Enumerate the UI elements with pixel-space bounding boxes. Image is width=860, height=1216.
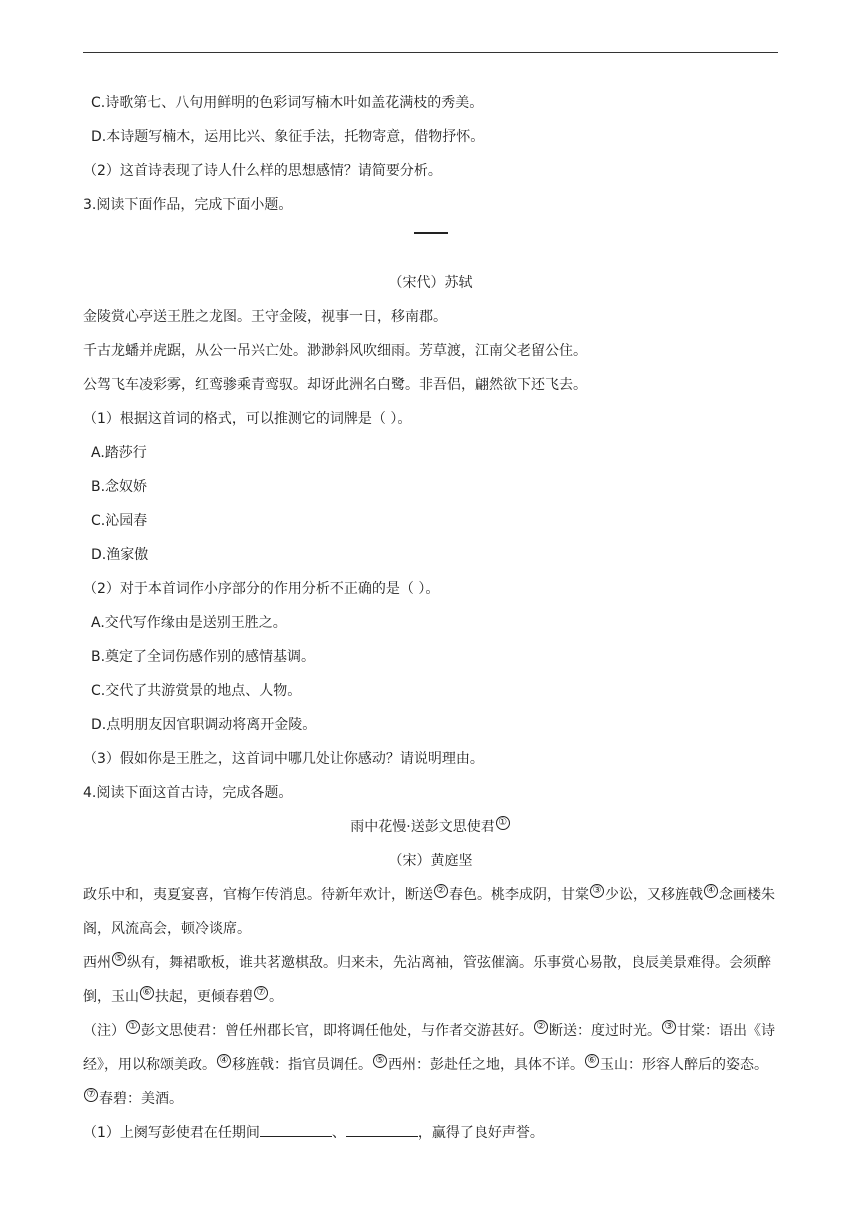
poem-text: 纵有，舞裙歌板，谁共茗邀棋敌。归来未，先沾离袖，管弦催滴。乐事赏心易散，良辰美景难得。会须醉倒，玉山 (83, 955, 771, 1005)
footnotes (83, 1014, 778, 1116)
title-blank-line (414, 232, 448, 234)
answer-blank-2[interactable] (346, 1116, 418, 1137)
footnote-mark: ① (496, 816, 510, 830)
choice-b: B.奠定了全词伤感作别的感情基调。 (91, 649, 316, 665)
footnote-mark: ④ (217, 1054, 231, 1068)
document-body (83, 86, 778, 1150)
verse-1: 千古龙蟠并虎踞，从公一吊兴亡处。渺渺斜风吹细雨。芳草渡，江南父老留公住。 (83, 343, 587, 359)
poem-text: 扶起，更倾春碧 (155, 989, 253, 1005)
poem-title-blank (83, 232, 778, 266)
choice-a: A.交代写作缘由是送别王胜之。 (91, 615, 287, 631)
preface: 金陵赏心亭送王胜之龙图。王守金陵，视事一日，移南郡。 (83, 309, 447, 325)
footnote-mark: ③ (662, 1020, 676, 1034)
footnote-mark: ⑤ (373, 1054, 387, 1068)
question-text: ，赢得了良好声誉。 (417, 1125, 544, 1141)
question-text: （1）上阕写彭使君在任期间 (83, 1125, 260, 1141)
footnote-mark: ② (534, 1020, 548, 1034)
footnote-mark: ⑥ (585, 1054, 599, 1068)
poem-title (83, 810, 778, 844)
poem-title-text: 雨中花慢·送彭文思使君 (350, 819, 495, 835)
poem-stanza-1 (83, 878, 778, 946)
note-text: 断送：度过时光。 (549, 1023, 661, 1039)
footnote-mark: ⑦ (254, 986, 268, 1000)
choice-c: C.交代了共游赏景的地点、人物。 (91, 683, 302, 699)
note-text: 玉山：形容人醉后的姿态。 (600, 1057, 768, 1073)
question-2: （2）这首诗表现了诗人什么样的思想感情？请简要分析。 (83, 163, 442, 179)
footnote-mark: ① (126, 1020, 140, 1034)
poem-text: 。 (269, 989, 283, 1005)
note-text: 西州：彭赴任之地，具体不详。 (388, 1057, 584, 1073)
poem-text: 西州 (83, 955, 111, 971)
question-3-1: （1）根据这首词的格式，可以推测它的词牌是（ ）。 (83, 411, 412, 427)
poem-text: 政乐中和，夷夏宴喜，官梅乍传消息。待新年欢计，断送 (83, 887, 433, 903)
choice-c: C.沁园春 (91, 513, 148, 529)
choice-d: D.渔家傲 (91, 547, 149, 563)
footnote-mark: ⑦ (84, 1088, 98, 1102)
choice-a: A.踏莎行 (91, 445, 147, 461)
note-label: （注） (83, 1023, 125, 1039)
poem-author-2: （宋）黄庭坚 (388, 853, 473, 869)
note-text: 彭文思使君：曾任州郡长官，即将调任他处，与作者交游甚好。 (141, 1023, 533, 1039)
question-4-1 (83, 1116, 778, 1150)
footnote-mark: ④ (704, 884, 718, 898)
poem-text: 春色。桃李成阴，甘棠 (449, 887, 589, 903)
footnote-mark: ⑥ (140, 986, 154, 1000)
poem-stanza-2 (83, 946, 778, 1014)
note-text: 春碧：美酒。 (99, 1091, 183, 1107)
choice-d: D.点明朋友因官职调动将离开金陵。 (91, 717, 317, 733)
footnote-mark: ⑤ (112, 952, 126, 966)
poem-text: 少讼，又移旌戟 (605, 887, 703, 903)
option-c: C.诗歌第七、八句用鲜明的色彩词写楠木叶如盖花满枝的秀美。 (91, 95, 484, 111)
question-3-2: （2）对于本首词作小序部分的作用分析不正确的是（ ）。 (83, 581, 440, 597)
verse-2: 公驾飞车凌彩雾，红鸾骖乘青鸾驭。却讶此洲名白鹭。非吾侣，翩然欲下还飞去。 (83, 377, 587, 393)
answer-blank-1[interactable] (260, 1116, 332, 1137)
choice-b: B.念奴娇 (91, 479, 148, 495)
section-4-heading: 4.阅读下面这首古诗，完成各题。 (83, 785, 293, 801)
option-d: D.本诗题写楠木，运用比兴、象征手法，托物寄意，借物抒怀。 (91, 129, 485, 145)
poem-author: （宋代）苏轼 (388, 275, 473, 291)
poem-text: 念画楼朱阁，风流高会，顿冷谈席。 (83, 887, 775, 937)
footnote-mark: ③ (590, 884, 604, 898)
question-3-3: （3）假如你是王胜之，这首词中哪几处让你感动？请说明理由。 (83, 751, 484, 767)
note-text: 移旌戟：指官员调任。 (232, 1057, 372, 1073)
section-3-heading: 3.阅读下面作品，完成下面小题。 (83, 197, 293, 213)
header-rule (83, 52, 778, 53)
footnote-mark: ② (434, 884, 448, 898)
note-text: 甘棠：语出《诗经》，用以称颂美政。 (83, 1023, 775, 1073)
question-text: 、 (331, 1125, 346, 1141)
